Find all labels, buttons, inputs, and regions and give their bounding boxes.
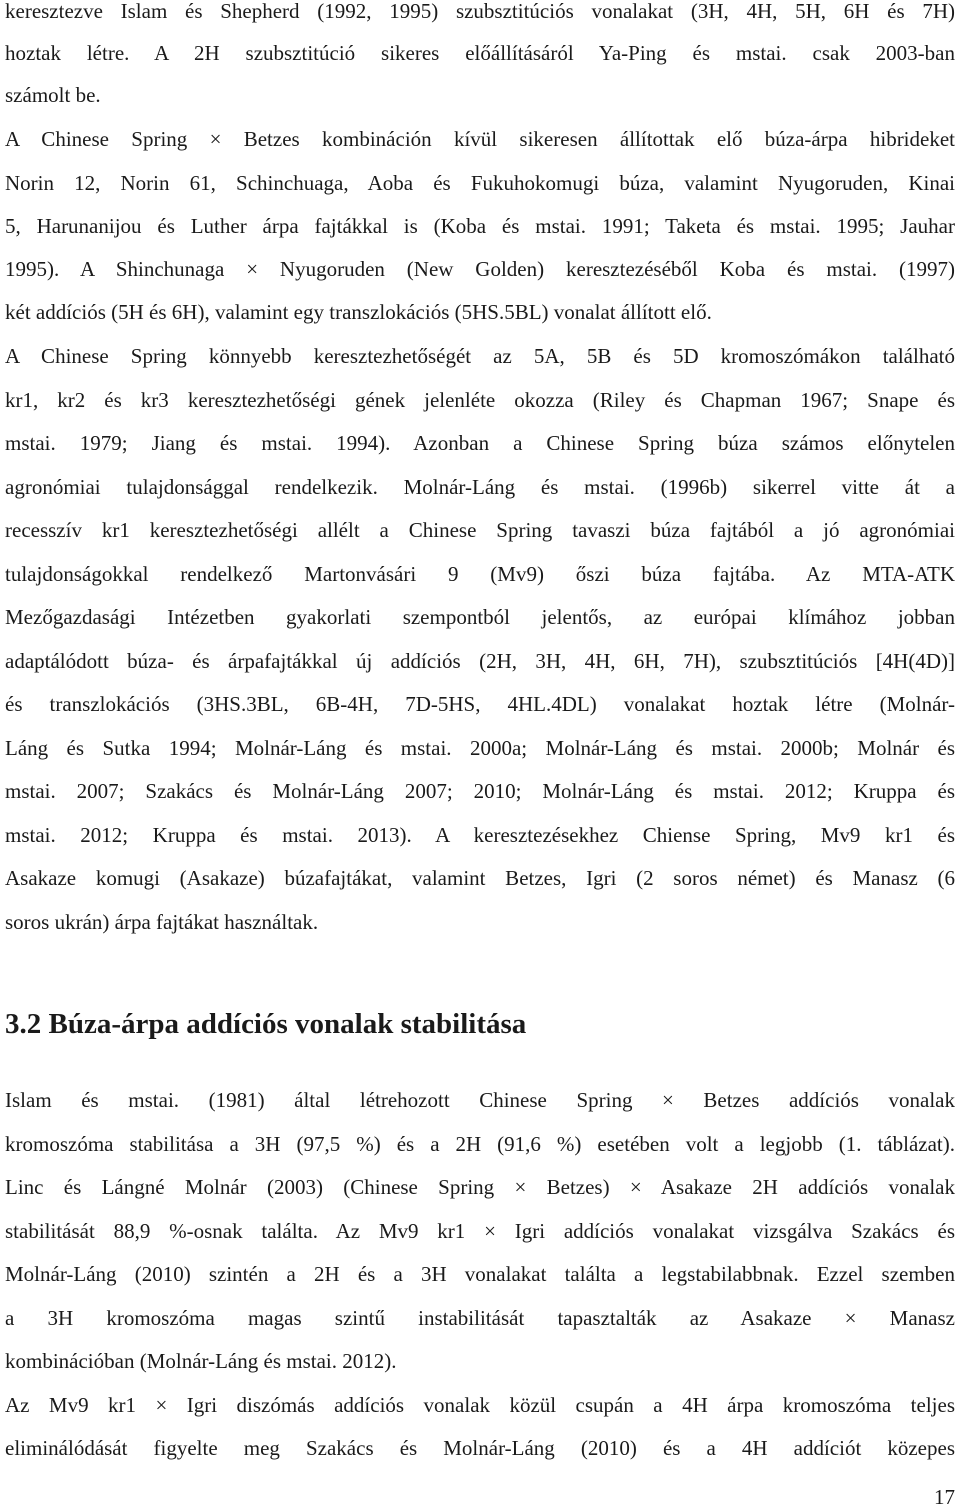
text-line: Linc és Lángné Molnár (2003) (Chinese Spring × Betzes) × Asakaze 2H addíciós vonalak: [5, 1175, 955, 1199]
text-line: Islam és mstai. (1981) által létrehozott Chinese Spring × Betzes addíciós vonalak: [5, 1088, 955, 1112]
text-line: 5, Harunanijou és Luther árpa fajtákkal is (Koba és mstai. 1991; Taketa és mstai. 1995; Jauhar: [5, 214, 955, 238]
text-line: Molnár-Láng (2010) szintén a 2H és a 3H vonalakat találta a legstabilabbnak. Ezzel szemben: [5, 1262, 955, 1286]
text-line: A Chinese Spring × Betzes kombináción kívül sikeresen állítottak elő búza-árpa hibrideket: [5, 127, 955, 151]
page-number: 17: [934, 1485, 955, 1509]
text-line: mstai. 2012; Kruppa és mstai. 2013). A keresztezésekhez Chiense Spring, Mv9 kr1 és: [5, 823, 955, 847]
text-line: soros ukrán) árpa fajtákat használtak.: [5, 910, 319, 934]
section-heading: 3.2 Búza-árpa addíciós vonalak stabilitása: [5, 1008, 527, 1040]
text-line: mstai. 1979; Jiang és mstai. 1994). Azonban a Chinese Spring búza számos előnytelen: [5, 431, 955, 455]
text-line: kr1, kr2 és kr3 keresztezhetőségi gének jelenléte okozza (Riley és Chapman 1967; Snape és: [5, 388, 955, 412]
text-line: Az Mv9 kr1 × Igri diszómás addíciós vonalak közül csupán a 4H árpa kromoszóma teljes: [5, 1393, 955, 1417]
text-line: agronómiai tulajdonsággal rendelkezik. Molnár-Láng és mstai. (1996b) sikerrel vitte át a: [5, 475, 955, 499]
text-line: két addíciós (5H és 6H), valamint egy transzlokációs (5HS.5BL) vonalat állított elő.: [5, 300, 712, 324]
text-line: 1995). A Shinchunaga × Nyugoruden (New Golden) keresztezéséből Koba és mstai. (1997): [5, 257, 955, 281]
text-line: kromoszóma stabilitása a 3H (97,5 %) és a 2H (91,6 %) esetében volt a legjobb (1. táblázat).: [5, 1132, 955, 1156]
text-line: tulajdonságokkal rendelkező Martonvásári 9 (Mv9) őszi búza fajtába. Az MTA-ATK: [5, 562, 955, 586]
text-line: Láng és Sutka 1994; Molnár-Láng és mstai. 2000a; Molnár-Láng és mstai. 2000b; Molnár és: [5, 736, 955, 760]
text-line: Norin 12, Norin 61, Schinchuaga, Aoba és Fukuhokomugi búza, valamint Nyugoruden, Kinai: [5, 171, 955, 195]
text-line: keresztezve Islam és Shepherd (1992, 1995) szubsztitúciós vonalakat (3H, 4H, 5H, 6H és 7H): [5, 0, 955, 23]
text-line: stabilitását 88,9 %-osnak találta. Az Mv9 kr1 × Igri addíciós vonalakat vizsgálva Szakács és: [5, 1219, 955, 1243]
text-line: hoztak létre. A 2H szubsztitúció sikeres előállításáról Ya-Ping és mstai. csak 2003-ban: [5, 41, 955, 65]
text-line: recesszív kr1 keresztezhetőségi allélt a Chinese Spring tavaszi búza fajtából a jó agronómiai: [5, 518, 955, 542]
text-line: a 3H kromoszóma magas szintű instabilitását tapasztalták az Asakaze × Manasz: [5, 1306, 955, 1330]
text-line: és transzlokációs (3HS.3BL, 6B-4H, 7D-5HS, 4HL.4DL) vonalakat hoztak létre (Molnár-: [5, 692, 955, 716]
text-line: A Chinese Spring könnyebb keresztezhetőségét az 5A, 5B és 5D kromoszómákon található: [5, 344, 955, 368]
text-line: Mezőgazdasági Intézetben gyakorlati szempontból jelentős, az európai klímához jobban: [5, 605, 955, 629]
text-line: számolt be.: [5, 83, 101, 107]
text-line: kombinációban (Molnár-Láng és mstai. 2012).: [5, 1349, 397, 1373]
text-line: eliminálódását figyelte meg Szakács és Molnár-Láng (2010) és a 4H addíciót közepes: [5, 1436, 955, 1460]
text-line: Asakaze komugi (Asakaze) búzafajtákat, valamint Betzes, Igri (2 soros német) és Manasz (6: [5, 866, 955, 890]
text-line: mstai. 2007; Szakács és Molnár-Láng 2007; 2010; Molnár-Láng és mstai. 2012; Kruppa és: [5, 779, 955, 803]
text-line: adaptálódott búza- és árpafajtákkal új addíciós (2H, 3H, 4H, 6H, 7H), szubsztitúciós [4H(4D)]: [5, 649, 955, 673]
